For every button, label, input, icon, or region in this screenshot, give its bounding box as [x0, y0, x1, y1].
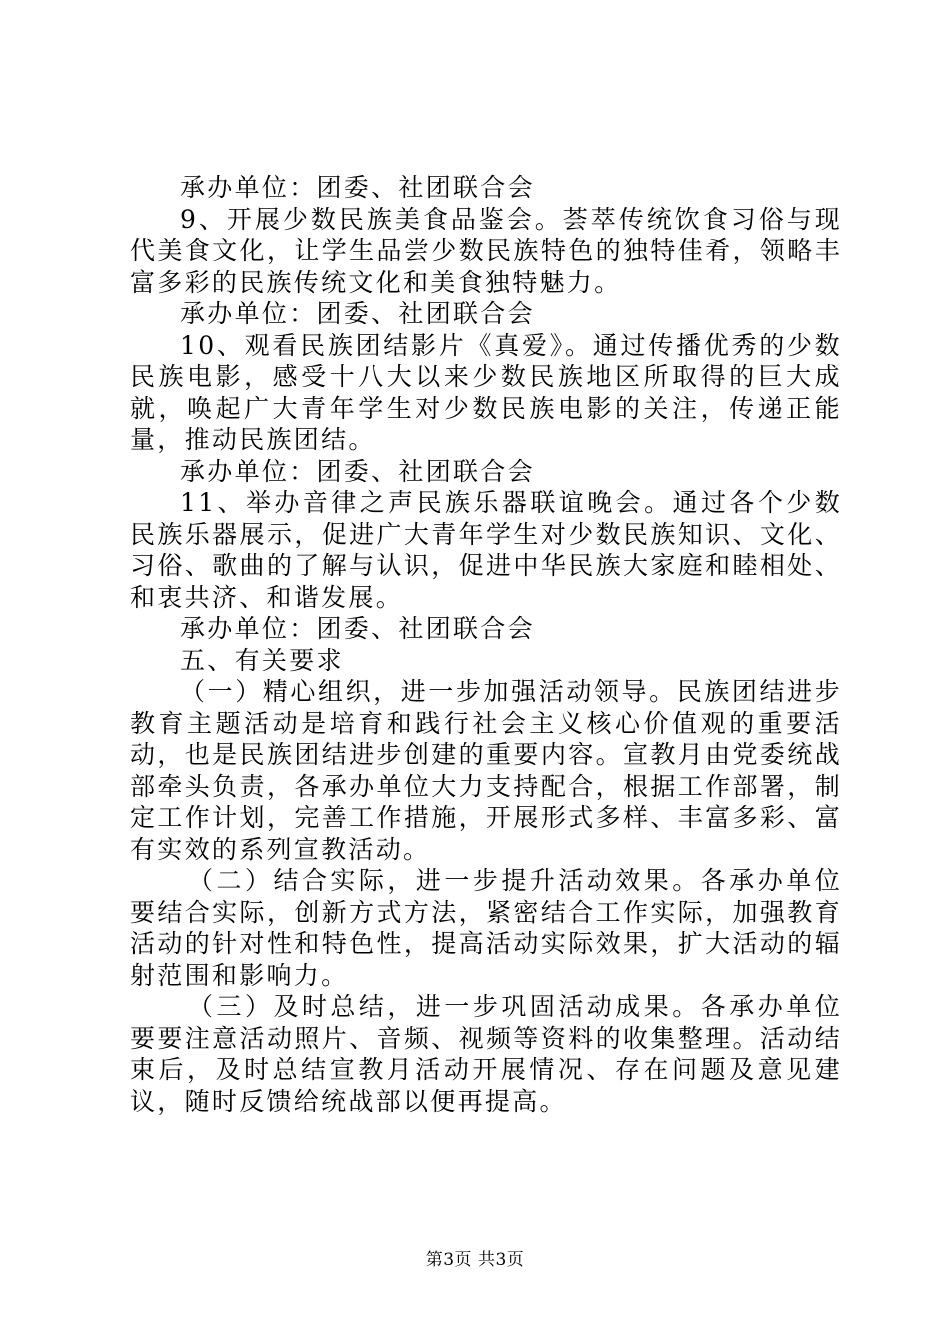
paragraph: 承办单位：团委、社团联合会: [180, 173, 535, 202]
paragraph: 9、开展少数民族美食品鉴会。荟萃传统饮食习俗与现代美食文化，让学生品尝少数民族特色的独特佳肴，领略丰富多彩的民族传统文化和美食独特魅力。: [130, 204, 842, 297]
paragraph: （一）精心组织，进一步加强活动领导。民族团结进步教育主题活动是培育和践行社会主义核心价值观的重要活动，也是民族团结进步创建的重要内容。宣教月由党委统战部牵头负责，各承办单位大力支持配合，根据工作部署，制定工作计划，完善工作措施，开展形式多样、丰富多彩、富有实效的系列宣教活动。: [130, 677, 842, 864]
paragraph: 10、观看民族团结影片《真爱》。通过传播优秀的少数民族电影，感受十八大以来少数民族地区所取得的巨大成就，唤起广大青年学生对少数民族电影的关注，传递正能量，推动民族团结。: [130, 330, 842, 454]
paragraph: （二）结合实际，进一步提升活动效果。各承办单位要结合实际，创新方式方法，紧密结合工作实际，加强教育活动的针对性和特色性，提高活动实际效果，扩大活动的辐射范围和影响力。: [130, 866, 842, 990]
page-footer: 第3页 共3页: [425, 1250, 525, 1270]
paragraph: 11、举办音律之声民族乐器联谊晚会。通过各个少数民族乐器展示，促进广大青年学生对少数民族知识、文化、习俗、歌曲的了解与认识，促进中华民族大家庭和睦相处、和衷共济、和谐发展。: [130, 488, 842, 612]
paragraph: 承办单位：团委、社团联合会: [180, 299, 535, 328]
paragraph: 五、有关要求: [180, 645, 344, 675]
paragraph: 承办单位：团委、社团联合会: [180, 456, 535, 486]
paragraph: 承办单位：团委、社团联合会: [180, 614, 535, 643]
paragraph: （三）及时总结，进一步巩固活动成果。各承办单位要要注意活动照片、音频、视频等资料的收集整理。活动结束后，及时总结宣教月活动开展情况、存在问题及意见建议，随时反馈给统战部以便再提高。: [130, 992, 842, 1116]
document-body: [130, 172, 842, 1117]
